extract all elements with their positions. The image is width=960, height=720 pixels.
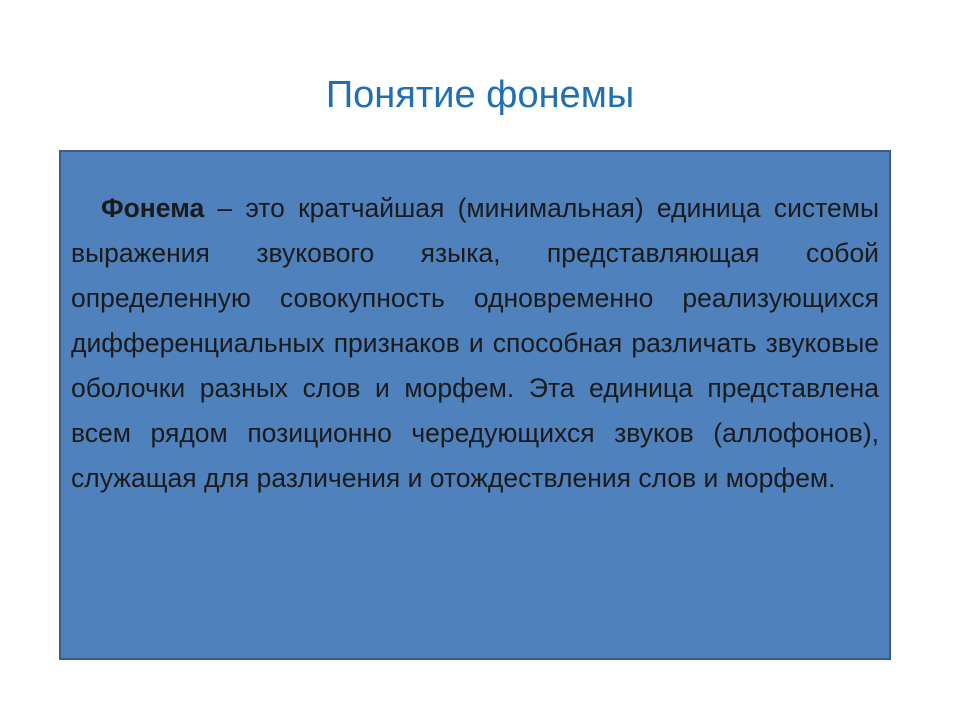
slide-title: Понятие фонемы bbox=[325, 74, 635, 116]
definition-box bbox=[59, 150, 891, 660]
definition-text: – это кратчайшая (минимальная) единица системы выражения звукового языка, представляющая собой определенную совокупность одновременно реализующихся дифференциальных признаков и способная различать звуковые оболочки разных слов и морфем. Эта единица представлена всем рядом позиционно чередующихся звуков (аллофонов), служащая для различения и отождествления слов и морфем. bbox=[71, 193, 879, 493]
definition-paragraph bbox=[71, 186, 879, 501]
definition-term: Фонема bbox=[101, 193, 205, 223]
